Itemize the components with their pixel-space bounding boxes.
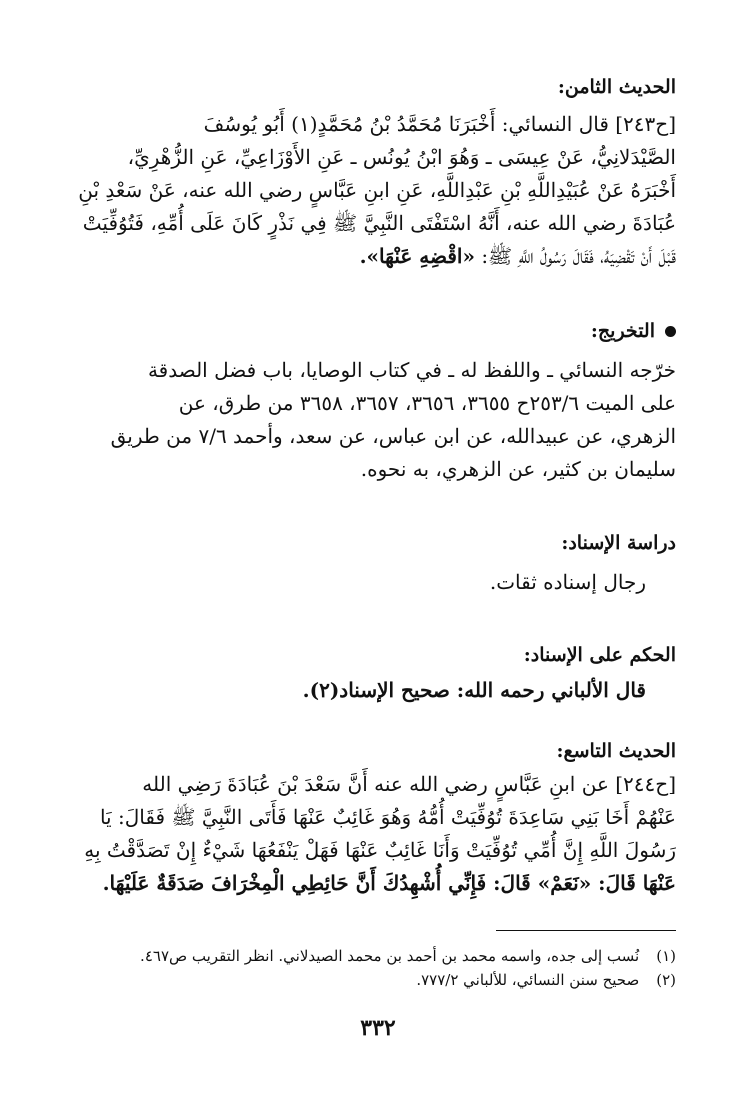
footnote-divider [496,930,676,931]
hadith-8-line [70,240,676,273]
hadith-8-text [70,108,676,273]
hadith-9-line: عَنْهَا قَالَ: «نَعَمْ» قَالَ: فَإِنِّي أُشْهِدُكَ أَنَّ حَائِطِي الْمِخْرَافَ صَدَقَةٌ عَلَيْهَا. [102,871,676,895]
footnote-number: (١) [656,947,676,965]
takhrij-line: الزهري، عن عبيدالله، عن ابن عباس، عن سعد، وأحمد ٧/٦ من طريق [110,424,676,448]
hukm-heading: الحكم على الإسناد: [523,644,676,666]
hadith-8-line: [ح٢٤٣] قال النسائي: أَخْبَرَنَا مُحَمَّدُ بْنُ مُحَمَّدٍ(١) أَبُو يُوسُفَ [203,112,676,136]
page-number: ٣٣٢ [360,1015,396,1041]
footnotes [70,944,676,992]
dirasa-heading: دراسة الإسناد: [561,532,676,554]
hadith-9-line: رَسُولَ اللَّهِ إِنَّ أُمِّي تُوُفِّيَتْ وَأَنَا غَائِبٌ عَنْهَا فَهَلْ يَنْفَعُهَا شَيْءٌ إِنْ تَصَدَّقْتُ بِهِ [84,838,676,862]
hadith-8-prophet-quote: «اقْضِهِ عَنْهَا». [359,244,475,268]
takhrij-line: سليمان بن كثير، عن الزهري، به نحوه. [360,457,676,481]
hadith-8-line: أَخْبَرَهُ عَنْ عُبَيْدِاللَّهِ بْنِ عَبْدِاللَّهِ، عَنِ ابنِ عَبَّاسٍ رضي الله عنه، عَنْ سَعْدِ بْنِ [78,178,676,202]
hadith-8-heading: الحديث الثامن: [557,76,676,98]
footnote-2 [70,968,676,992]
hadith-9-line: [ح٢٤٤] عن ابنِ عَبَّاسٍ رضي الله عنه أَنَّ سَعْدَ بْنَ عُبَادَةَ رَضِي الله [142,772,676,796]
hukm-section [70,642,676,668]
hadith-9-heading: الحديث التاسع: [556,740,676,762]
takhrij-section [70,318,676,344]
footnote-text: نُسب إلى جده، واسمه محمد بن أحمد بن محمد الصيدلاني. انظر التقريب ص٤٦٧. [140,947,640,965]
takhrij-text [70,354,676,486]
footnote-1 [70,944,676,968]
hadith-8-section [70,74,676,100]
hadith-9-section [70,738,676,764]
hadith-8-line: عُبَادَةَ رضي الله عنه، أَنَّهُ اسْتَفْتَى النَّبِيَّ ﷺ فِي نَذْرٍ كَانَ عَلَى أُمِّهِ، فَتُوُفِّيَتْ [82,211,676,235]
footnote-number: (٢) [656,971,676,989]
hadith-9-line: عَنْهُمْ أَخَا بَنِي سَاعِدَةَ تُوُفِّيَتْ أُمُّهُ وَهُوَ غَائِبٌ عَنْهَا فَأَتَى النَّبِيَّ ﷺ فَقَالَ: يَا [99,805,676,829]
hadith-8-line: الصَّيْدَلانِيُّ، عَنْ عِيسَى ـ وَهُوَ ابْنُ يُونُس ـ عَنِ الأَوْزَاعِيِّ، عَنِ الزُّهْرِيِّ، [127,145,676,169]
takhrij-heading: التخريج: [590,320,655,342]
dirasa-section [70,530,676,556]
takhrij-line: على الميت ٢٥٣/٦ح ٣٦٥٥، ٣٦٥٦، ٣٦٥٧، ٣٦٥٨ من طرق، عن [178,391,676,415]
takhrij-heading-row [70,318,676,344]
hadith-8-line-text: قَبْلَ أَنْ تَقْضِيَهُ، فَقَالَ رَسُولُ اللَّهِ ﷺ: [481,244,676,268]
dirasa-text: رجال إسناده ثقات. [489,570,646,594]
bullet-icon [665,326,676,337]
hukm-text: قال الألباني رحمه الله: صحيح الإسناد(٢). [302,678,646,702]
takhrij-line: خرّجه النسائي ـ واللفظ له ـ في كتاب الوصايا، باب فضل الصدقة [147,358,676,382]
footnote-text: صحيح سنن النسائي، للألباني ٧٧٧/٢. [416,971,640,989]
hadith-9-text [70,768,676,900]
